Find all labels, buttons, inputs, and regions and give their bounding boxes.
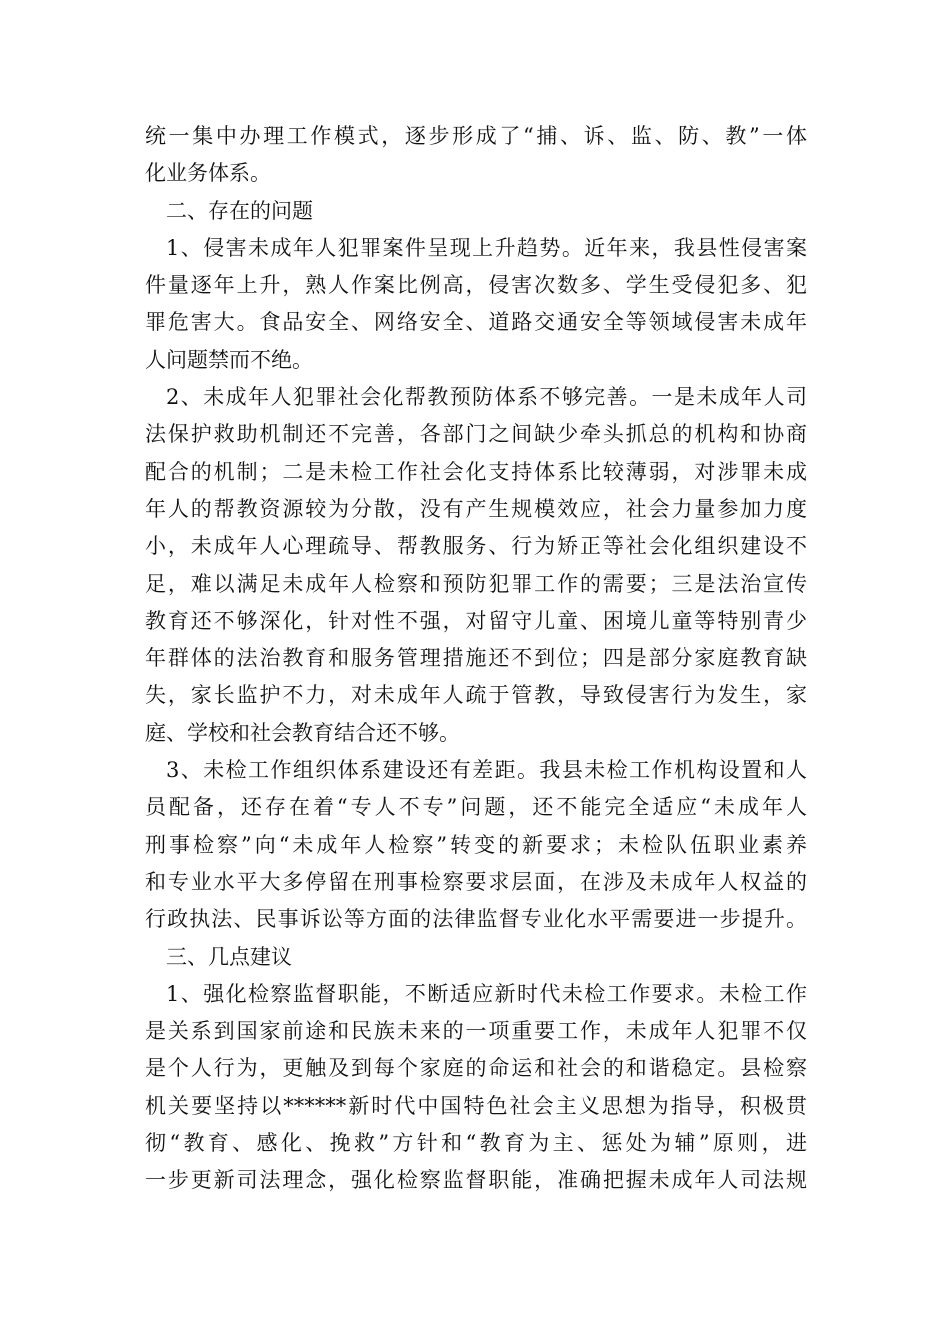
text-line: 刑事检察”向“未成年人检察”转变的新要求；未检队伍职业素养 xyxy=(145,832,807,857)
text-line: 教育还不够深化，针对性不强，对留守儿童、困境儿童等特别青少 xyxy=(145,608,807,633)
text-line: 失，家长监护不力，对未成年人疏于管教，导致侵害行为发生，家 xyxy=(145,683,807,708)
heading-line: 二、存在的问题 xyxy=(166,198,313,223)
paragraph xyxy=(145,379,807,752)
text-line: 件量逐年上升，熟人作案比例高，侵害次数多、学生受侵犯多、犯 xyxy=(145,273,807,298)
text-line: 年人的帮教资源较为分散，没有产生规模效应，社会力量参加力度 xyxy=(145,496,807,521)
text-line: 统一集中办理工作模式，逐步形成了“捕、诉、监、防、教”一体 xyxy=(145,124,807,148)
text-line: 人问题禁而不绝。 xyxy=(145,347,313,372)
text-line: 是个人行为，更触及到每个家庭的命运和社会的和谐稳定。县检察 xyxy=(145,1056,807,1081)
text-line: 1、强化检察监督职能，不断适应新时代未检工作要求。未检工作 xyxy=(166,981,807,1006)
heading-line: 三、几点建议 xyxy=(166,944,292,969)
text-line: 彻“教育、感化、挽救”方针和“教育为主、惩处为辅”原则，进 xyxy=(145,1131,807,1156)
text-line: 3、未检工作组织体系建设还有差距。我县未检工作机构设置和人 xyxy=(166,758,807,783)
text-line: 2、未成年人犯罪社会化帮教预防体系不够完善。一是未成年人司 xyxy=(166,385,807,410)
text-line: 足，难以满足未成年人检察和预防犯罪工作的需要；三是法治宣传 xyxy=(145,571,807,596)
text-line: 小，未成年人心理疏导、帮教服务、行为矫正等社会化组织建设不 xyxy=(145,534,807,559)
text-line: 化业务体系。 xyxy=(145,161,271,186)
text-line: 是关系到国家前途和民族未来的一项重要工作，未成年人犯罪不仅 xyxy=(145,1019,807,1044)
paragraph xyxy=(145,976,807,1200)
section-heading xyxy=(145,193,807,230)
text-line: 机关要坚持以******新时代中国特色社会主义思想为指导，积极贯 xyxy=(145,1093,807,1118)
text-line: 配合的机制；二是未检工作社会化支持体系比较薄弱，对涉罪未成 xyxy=(145,459,807,484)
text-line: 1、侵害未成年人犯罪案件呈现上升趋势。近年来，我县性侵害案 xyxy=(166,235,807,260)
text-line: 年群体的法治教育和服务管理措施还不到位；四是部分家庭教育缺 xyxy=(145,646,807,671)
text-line: 一步更新司法理念，强化检察监督职能，准确把握未成年人司法规 xyxy=(145,1168,807,1193)
paragraph xyxy=(145,118,807,193)
text-line: 法保护救助机制还不完善，各部门之间缺少牵头抓总的机构和协商 xyxy=(145,422,807,447)
text-line: 行政执法、民事诉讼等方面的法律监督专业化水平需要进一步提升。 xyxy=(145,907,807,932)
document-page xyxy=(145,118,807,1200)
paragraph xyxy=(145,752,807,938)
text-line: 和专业水平大多停留在刑事检察要求层面，在涉及未成年人权益的 xyxy=(145,869,807,894)
section-heading xyxy=(145,939,807,976)
text-line: 庭、学校和社会教育结合还不够。 xyxy=(145,720,460,745)
text-line: 员配备，还存在着“专人不专”问题，还不能完全适应“未成年人 xyxy=(145,795,807,820)
paragraph xyxy=(145,230,807,379)
text-line: 罪危害大。食品安全、网络安全、道路交通安全等领域侵害未成年 xyxy=(145,310,807,335)
